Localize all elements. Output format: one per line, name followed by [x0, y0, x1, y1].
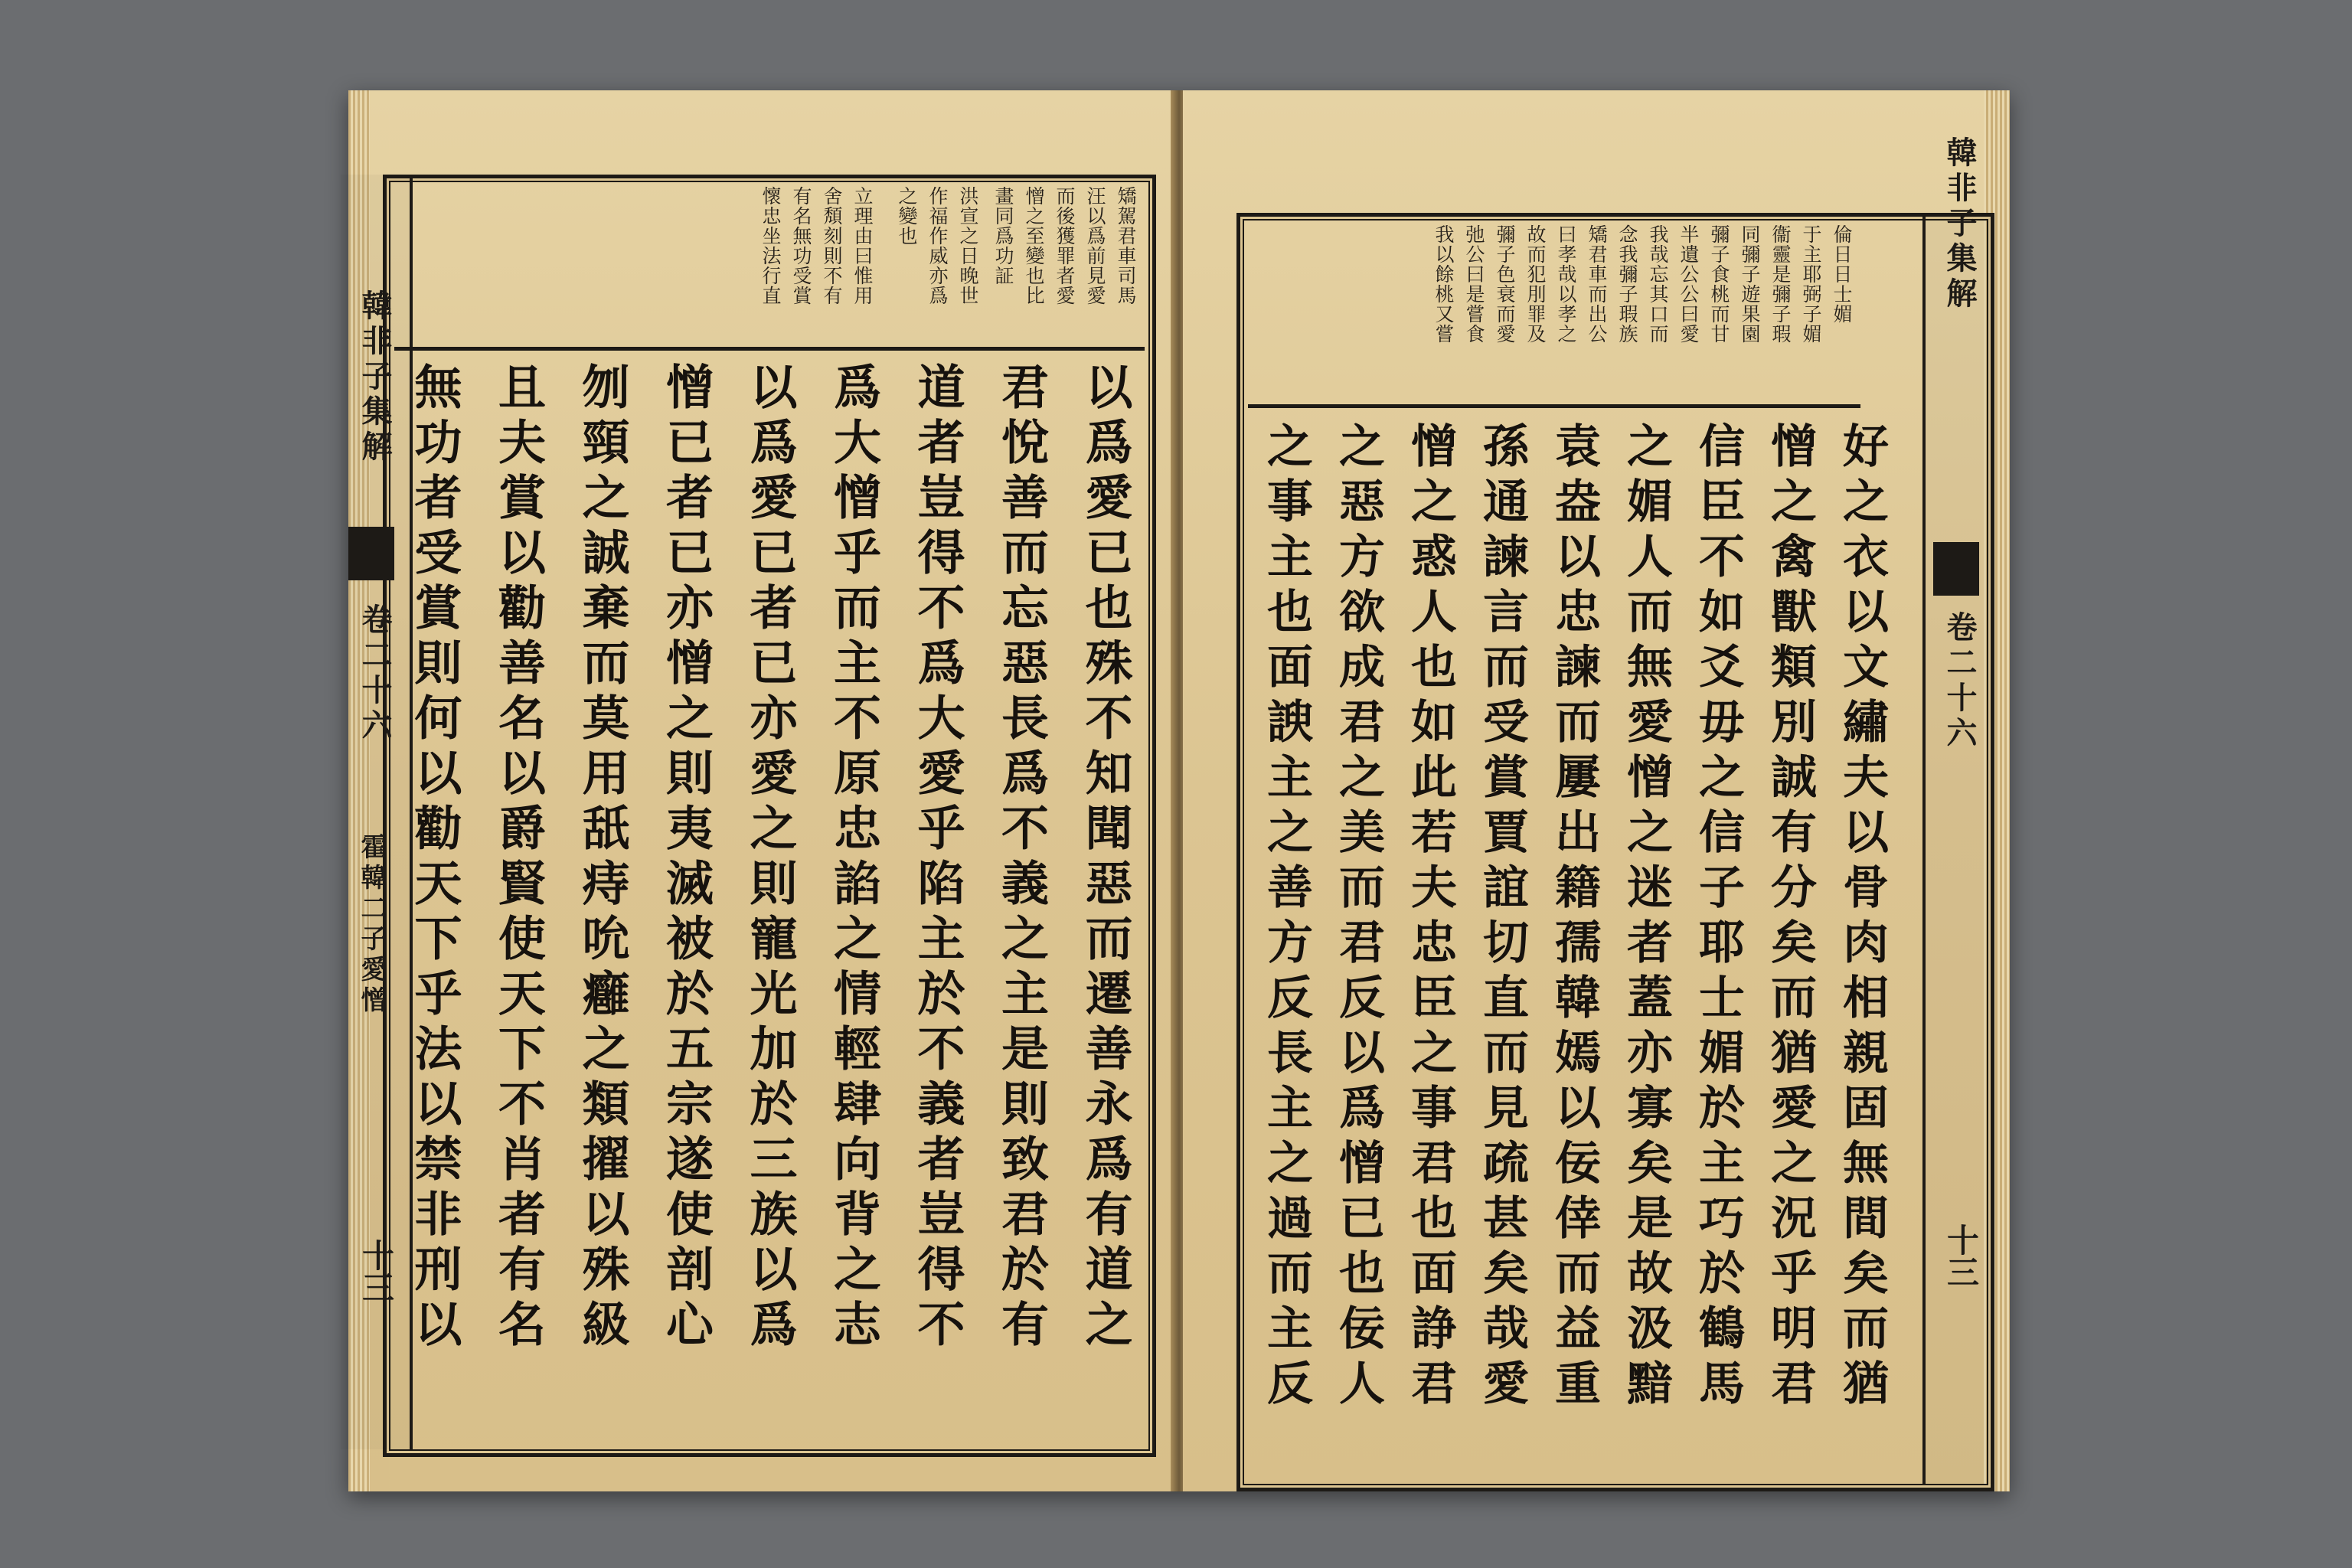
commentary-column: 洪宣之日晚世 — [957, 186, 979, 305]
text-column: 君悅善而忘惡長爲不義之主是則致君於有 — [993, 362, 1050, 1354]
text-column: 爲大憎乎而主不原忠諂之情輕肆向背之志 — [825, 362, 882, 1354]
commentary-column: 弛公曰是嘗食 — [1463, 224, 1485, 344]
fishtail-mark — [348, 527, 394, 580]
commentary-column: 我以餘桃又嘗 — [1432, 224, 1455, 344]
commentary-column: 舍頽刻則不有 — [821, 186, 843, 305]
text-column: 憎之禽獸類別誠有分矣而猶愛之況乎明君 — [1763, 422, 1817, 1414]
left-commentary — [394, 186, 1145, 351]
right-page — [1183, 90, 2010, 1491]
text-column: 袁盎以忠諫而屢出籍孺韓嫣以佞倖而益重 — [1547, 422, 1601, 1414]
text-column: 憎已者已亦憎之則夷滅被於五宗遂使剖心 — [658, 362, 714, 1354]
commentary-column: 而後獲罪者愛 — [1054, 186, 1076, 305]
commentary-column: 矯駕君車司馬 — [1115, 186, 1137, 305]
fishtail-mark — [1933, 542, 1979, 596]
commentary-column: 倫日日士媚 — [1831, 224, 1853, 324]
left-page-number: 十三 — [358, 1239, 395, 1303]
commentary-column: 立理由曰惟用 — [851, 186, 874, 305]
commentary-column: 彌子食桃而甘 — [1708, 224, 1730, 344]
commentary-column: 衞靈是彌子瑕 — [1769, 224, 1792, 344]
right-block-margin — [1922, 136, 1994, 1484]
commentary-column: 作福作威亦爲 — [926, 186, 949, 305]
open-book — [348, 90, 2010, 1491]
commentary-column: 之變也 — [896, 186, 918, 246]
commentary-column: 于主耶弼子媚 — [1800, 224, 1822, 344]
commentary-column: 故而犯刖罪及 — [1524, 224, 1547, 344]
commentary-column: 同彌子遊果園 — [1739, 224, 1761, 344]
text-column: 道者豈得不爲大愛乎陷主於不義者豈得不 — [910, 362, 965, 1354]
text-column: 以爲愛已者已亦愛之則寵光加於三族以爲 — [742, 362, 798, 1354]
commentary-column: 汪以爲前見愛 — [1084, 186, 1106, 305]
commentary-column: 曰孝哉以孝之 — [1555, 224, 1577, 344]
commentary-column: 半遺公公曰愛 — [1677, 224, 1700, 344]
right-text-frame — [1236, 136, 1994, 1491]
right-page-number: 十三 — [1942, 1223, 1980, 1288]
left-main-text — [397, 362, 1142, 1442]
right-main-text — [1251, 422, 1899, 1477]
right-margin-chapter: 卷二十六 — [1942, 611, 1978, 752]
commentary-column: 念我彌子瑕族 — [1616, 224, 1638, 344]
text-column: 好之衣以文繡夫以骨肉相親固無間矣而猶 — [1835, 422, 1889, 1414]
text-column: 且夫賞以勸善名以爵賢使天下不肖者有名 — [490, 362, 547, 1354]
left-text-frame — [356, 175, 1156, 1457]
text-column: 刎頸之誠棄而莫用舐痔吮癰之類擢以殊級 — [574, 362, 630, 1354]
commentary-column: 彌子色衰而愛 — [1494, 224, 1516, 344]
commentary-column: 有名無功受賞 — [790, 186, 812, 305]
right-commentary — [1248, 224, 1860, 408]
commentary-column: 憎之至變也比 — [1023, 186, 1045, 305]
text-column: 憎之惑人也如此若夫忠臣之事君也面諍君 — [1403, 422, 1457, 1414]
commentary-column: 我哉忘其口而 — [1647, 224, 1669, 344]
text-column: 孫通諫言而受賞賈誼切直而見疏甚矣哉愛 — [1475, 422, 1529, 1414]
text-column: 之媚人而無愛憎之迷者蓋亦寡矣是故汲黯 — [1619, 422, 1673, 1414]
text-column: 之惡方欲成君之美而君反以爲憎已也佞人 — [1331, 422, 1385, 1414]
text-column: 無功者受賞則何以勸天下乎法以禁非刑以 — [407, 362, 462, 1354]
commentary-column: 矯君車而出公 — [1586, 224, 1608, 344]
commentary-column: 懷忠坐法行直 — [760, 186, 782, 305]
right-margin-title: 韓非子集解 — [1942, 136, 1978, 312]
text-column: 以爲愛已也殊不知聞惡而遷善永爲有道之 — [1077, 362, 1133, 1354]
left-margin-section: 霍韓二子愛憎 — [356, 833, 387, 1017]
left-margin-title: 韓非子集解 — [357, 289, 393, 466]
text-column: 信臣不如爻毋之信子耶士媚於主巧於鶴馬 — [1691, 422, 1745, 1414]
left-page — [348, 90, 1175, 1491]
left-margin-chapter: 卷二十六 — [357, 603, 393, 744]
text-column: 之事主也面諛主之善方反長主之過而主反 — [1259, 422, 1313, 1414]
commentary-column: 畫同爲功証 — [992, 186, 1014, 286]
